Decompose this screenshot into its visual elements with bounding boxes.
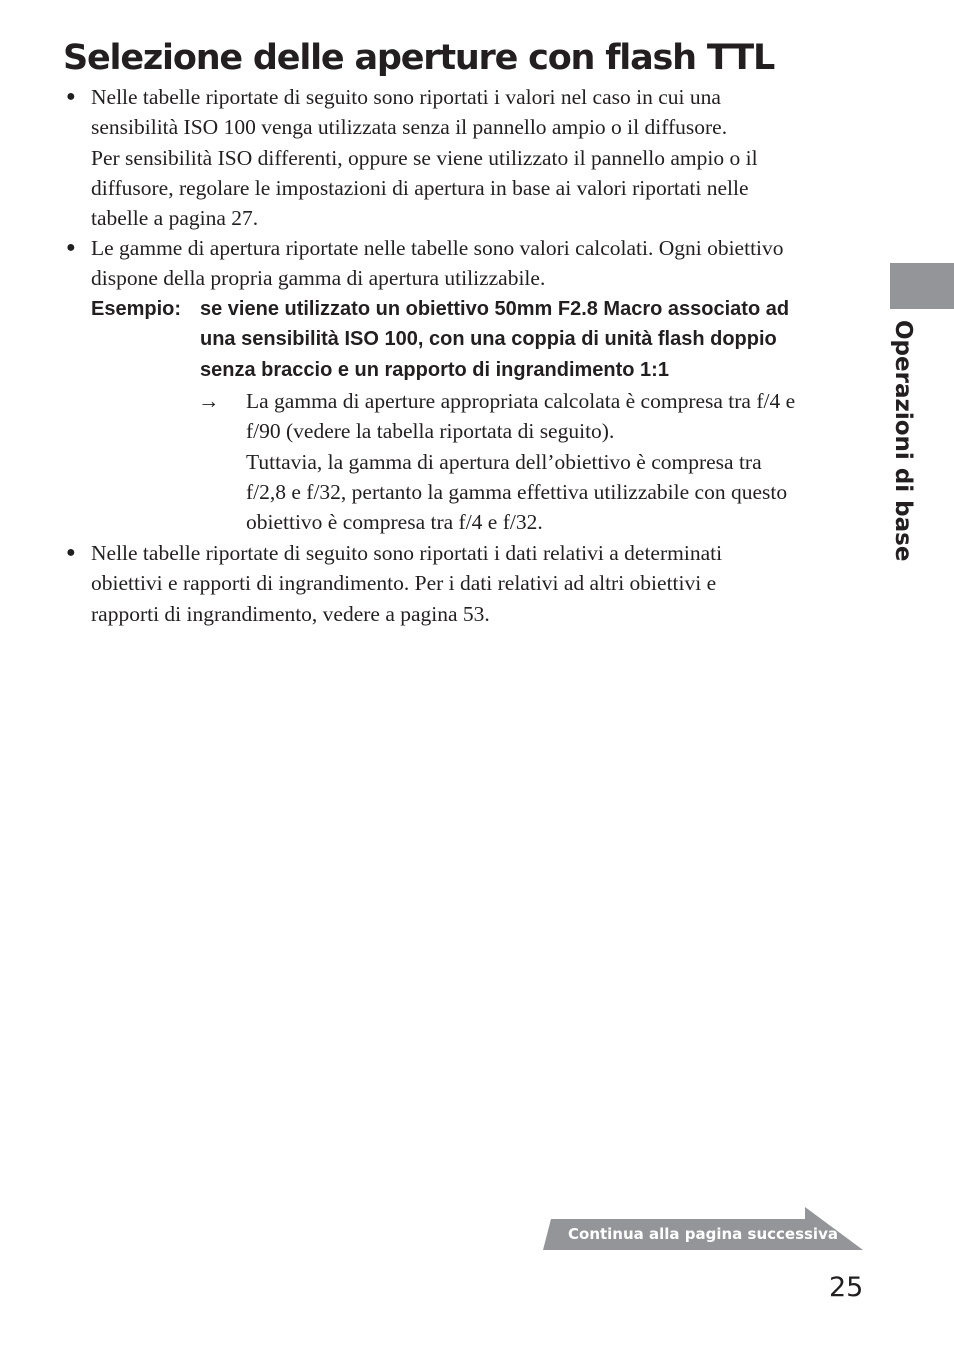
text-line: rapporti di ingrandimento, vedere a pagina 53. — [91, 601, 490, 626]
example-result — [198, 386, 866, 537]
example-text — [200, 294, 868, 385]
text-line: Le gamme di apertura riportate nelle tabelle sono valori calcolati. Ogni obiettivo — [91, 236, 784, 260]
text-line: dispone della propria gamma di apertura utilizzabile. — [91, 266, 546, 291]
text-line: Nelle tabelle riportate di seguito sono riportati i dati relativi a determinati — [91, 541, 723, 565]
section-side-label-text: Operazioni di base — [890, 320, 916, 562]
bullet-icon: ● — [66, 544, 76, 561]
text-line: se viene utilizzato un obiettivo 50mm F2.8 Macro associato ad — [200, 298, 790, 320]
text-line: diffusore, regolare le impostazioni di apertura in base ai valori riportati nelle — [91, 175, 749, 200]
continue-banner — [543, 1207, 863, 1251]
text-line: senza braccio e un rapporto di ingrandimento 1:1 — [200, 358, 669, 381]
text-line: f/2,8 e f/32, pertanto la gamma effettiva utilizzabile con questo — [246, 479, 788, 504]
text-line: La gamma di aperture appropriata calcolata è compresa tra f/4 e — [246, 389, 796, 413]
text-line: sensibilità ISO 100 venga utilizzata senza il pannello ampio o il diffusore. — [91, 115, 728, 140]
bullet-item-1 — [66, 82, 861, 233]
bullet-item-3 — [66, 538, 861, 629]
example-label: Esempio: — [91, 298, 182, 320]
text-line: f/90 (vedere la tabella riportata di seguito). — [246, 419, 615, 444]
text-line: obiettivo è compresa tra f/4 e f/32. — [246, 510, 543, 535]
bullet-item-2 — [66, 233, 861, 294]
text-line: Per sensibilità ISO differenti, oppure se viene utilizzato il pannello ampio o il — [91, 145, 758, 170]
section-side-label — [872, 320, 932, 590]
arrow-right-icon: → — [198, 389, 220, 413]
page-title: Selezione delle aperture con flash TTL — [63, 38, 775, 78]
text-line: una sensibilità ISO 100, con una coppia di unità flash doppio — [200, 328, 777, 351]
text-line: obiettivi e rapporti di ingrandimento. Per i dati relativi ad altri obiettivi e — [91, 571, 717, 596]
page-number: 25 — [829, 1272, 864, 1303]
continue-label: Continua alla pagina successiva — [568, 1225, 838, 1243]
text-line: Nelle tabelle riportate di seguito sono riportati i valori nel caso in cui una — [91, 85, 721, 109]
text-line: Tuttavia, la gamma di apertura dell’obiettivo è compresa tra — [246, 449, 762, 474]
section-tab-marker — [890, 263, 954, 309]
bullet-icon: ● — [66, 88, 76, 105]
text-line: tabelle a pagina 27. — [91, 206, 259, 231]
bullet-icon: ● — [66, 239, 76, 256]
